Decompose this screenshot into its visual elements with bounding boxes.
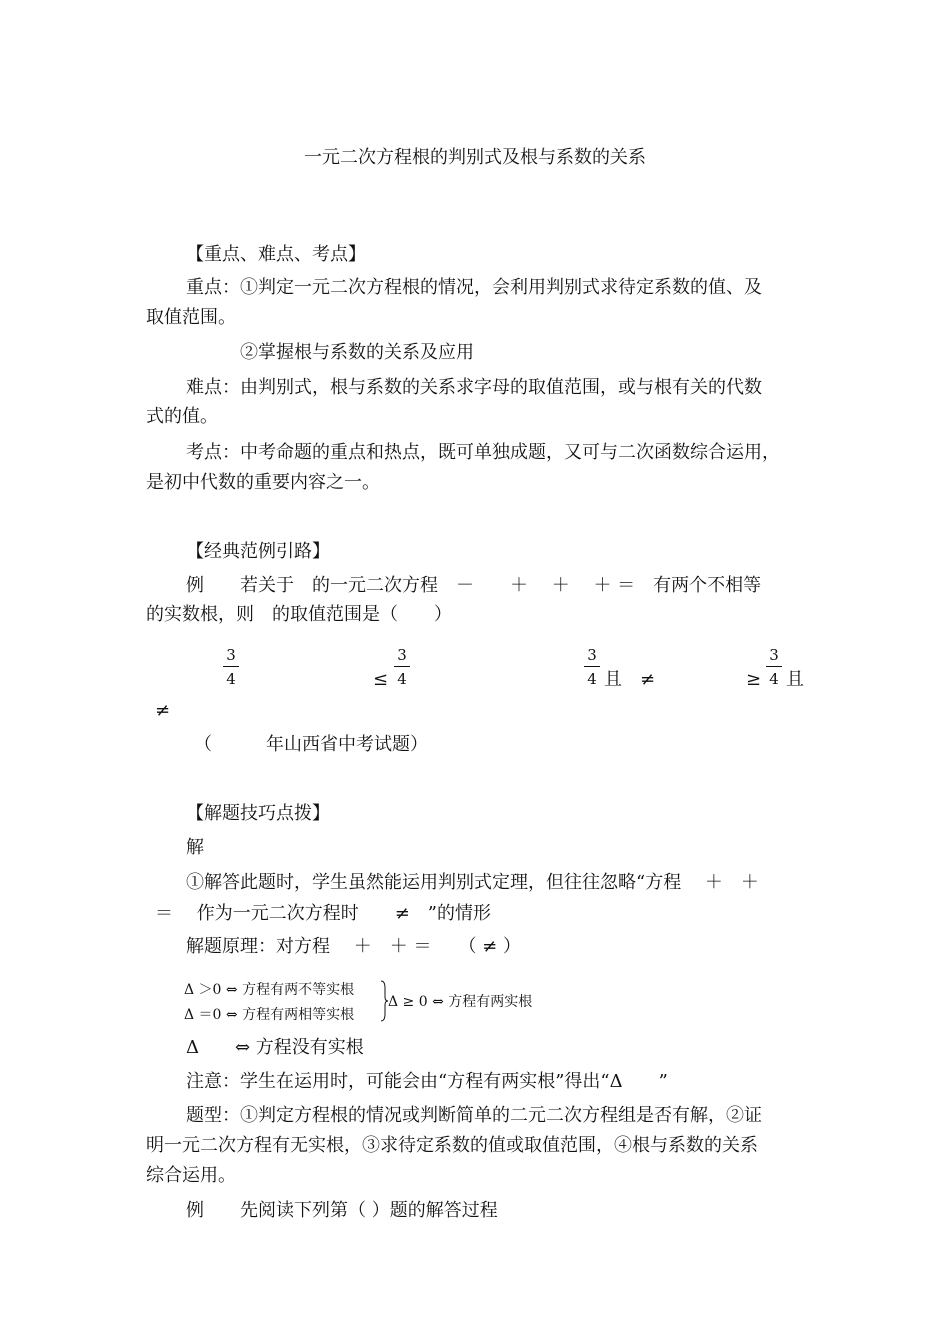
- option-d-condition: 且: [786, 669, 804, 690]
- option-b-symbol: ≤: [373, 669, 389, 690]
- principle-text: 解题原理：对方程 ＋ ＋ ＝ （ ≠ ）: [186, 936, 521, 957]
- brace-symbol: [380, 980, 388, 1022]
- example-2-intro: 例 先阅读下列第（ ）题的解答过程: [186, 1200, 498, 1221]
- option-d-symbol: ≥: [746, 669, 762, 690]
- tip-text: ①解答此题时，学生虽然能运用判别式定理，但往往忽略“方程 ＋ ＋: [186, 872, 759, 893]
- solution-label: 解: [186, 837, 204, 858]
- exam-point-text: 考点：中考命题的重点和热点，既可单独成题，又可与二次函数综合运用，: [186, 442, 780, 463]
- fraction-numerator: 3: [226, 646, 236, 664]
- fraction-bar: [766, 666, 782, 667]
- fraction-denominator: 4: [397, 670, 407, 688]
- example-1-question: 例 若关于 的一元二次方程 － ＋ ＋ ＋ ＝ 有两个不相等: [186, 575, 762, 596]
- example-source: （ 年山西省中考试题）: [194, 734, 428, 755]
- difficulty-text-cont: 式的值。: [146, 406, 218, 427]
- note-text: 注意：学生在运用时，可能会由“方程有两实根”得出“Δ ”: [186, 1071, 668, 1092]
- fraction-option-c: [584, 647, 600, 687]
- tip-text-cont: ＝ 作为一元二次方程时 ≠ ”的情形: [155, 903, 492, 924]
- focus-text-cont: 取值范围。: [146, 307, 236, 328]
- focus-point-2: ②掌握根与系数的关系及应用: [240, 342, 474, 363]
- example-1-question-cont: 的实数根，则 的取值范围是（ ）: [146, 604, 452, 625]
- focus-text: 重点：①判定一元二次方程根的情况，会利用判别式求待定系数的值、及: [186, 277, 762, 298]
- fraction-denominator: 4: [587, 670, 597, 688]
- fraction-bar: [394, 666, 410, 667]
- fraction-bar: [584, 666, 600, 667]
- fraction-denominator: 4: [769, 670, 779, 688]
- question-types-text: 题型：①判定方程根的情况或判断简单的二元二次方程组是否有解，②证: [186, 1105, 762, 1126]
- fraction-numerator: 3: [769, 646, 779, 664]
- tips-heading: 【解题技巧点拨】: [186, 803, 330, 824]
- delta-nonnegative-rule: Δ ≥ 0 ⇔ 方程有两实根: [388, 994, 533, 1010]
- delta-greater-rule: Δ ＞0 ⇔ 方程有两不等实根: [184, 982, 355, 998]
- fraction-option-d: [766, 647, 782, 687]
- fraction-numerator: 3: [397, 646, 407, 664]
- exam-point-text-cont: 是初中代数的重要内容之一。: [146, 472, 380, 493]
- fraction-bar: [223, 666, 239, 667]
- fraction-option-b: [394, 647, 410, 687]
- option-d-neq: ≠: [155, 700, 171, 721]
- option-c-condition: 且 ≠: [604, 669, 656, 690]
- document-title: 一元二次方程根的判别式及根与系数的关系: [304, 147, 646, 168]
- fraction-denominator: 4: [226, 670, 236, 688]
- delta-equal-rule: Δ ＝0 ⇔ 方程有两相等实根: [184, 1007, 355, 1023]
- examples-heading: 【经典范例引路】: [186, 541, 330, 562]
- fraction-option-a: [223, 647, 239, 687]
- question-types-text-cont: 明一元二次方程有无实根，③求待定系数的值或取值范围，④根与系数的关系: [146, 1135, 758, 1156]
- delta-less-rule: Δ ⇔ 方程没有实根: [186, 1037, 364, 1058]
- key-points-heading: 【重点、难点、考点】: [186, 244, 366, 265]
- question-types-text-end: 综合运用。: [146, 1165, 236, 1186]
- fraction-numerator: 3: [587, 646, 597, 664]
- difficulty-text: 难点：由判别式，根与系数的关系求字母的取值范围，或与根有关的代数: [186, 377, 762, 398]
